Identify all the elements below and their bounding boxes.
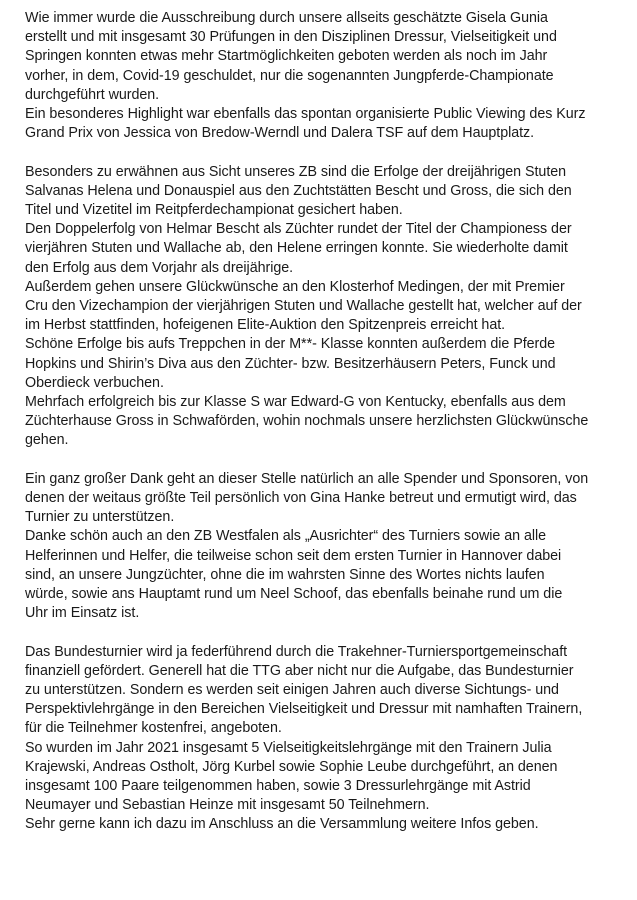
text-line: Cru den Vizechampion der vierjährigen Stuten und Wallache gestellt hat, welcher auf der [25, 298, 582, 315]
text-line: Ein ganz großer Dank geht an dieser Stelle natürlich an alle Spender und Sponsoren, von [25, 470, 589, 487]
text-line: finanziell gefördert. Generell hat die TTG aber nicht nur die Aufgabe, das Bundesturnier [25, 662, 574, 679]
paragraph-tournament-overview [25, 9, 625, 143]
text-line: Salvanas Helena und Donauspiel aus den Zuchtstätten Bescht und Gross, die sich den [25, 182, 572, 199]
text-line: Turnier zu unterstützen. [25, 509, 175, 526]
text-line: Das Bundesturnier wird ja federführend durch die Trakehner-Turniersportgemeinschaft [25, 643, 568, 660]
text-line: Außerdem gehen unsere Glückwünsche an den Klosterhof Medingen, der mit Premier [25, 278, 565, 295]
text-line: Krajewski, Andreas Ostholt, Jörg Kurbel sowie Sophie Leube durchgeführt, an denen [25, 758, 558, 775]
text-line: So wurden im Jahr 2021 insgesamt 5 Vielseitigkeitslehrgänge mit den Trainern Julia [25, 739, 552, 756]
text-line: zu unterstützen. Sondern es werden seit einigen Jahren auch diverse Sichtungs- und [25, 682, 559, 699]
text-line: für die Teilnehmer kostenfrei, angeboten. [25, 720, 282, 737]
text-line: gehen. [25, 432, 69, 449]
text-line: Sehr gerne kann ich dazu im Anschluss an die Versammlung weitere Infos geben. [25, 816, 539, 833]
document-page [25, 9, 625, 854]
text-line: vierjähren Stuten und Wallache ab, den Helene erringen konnte. Sie wiederholte damit [25, 240, 568, 257]
text-line: Schöne Erfolge bis aufs Treppchen in der M**- Klasse konnten außerdem die Pferde [25, 336, 556, 353]
paragraph-thanks-sponsors [25, 470, 625, 624]
text-line: Oberdieck verbuchen. [25, 374, 164, 391]
text-line: insgesamt 100 Paare teilgenommen haben, sowie 3 Dressurlehrgänge mit Astrid [25, 778, 531, 795]
text-line: Wie immer wurde die Ausschreibung durch unsere allseits geschätzte Gisela Gunia [25, 10, 548, 26]
text-line: Helferinnen und Helfer, die teilweise schon seit dem ersten Turnier in Hannover dabei [25, 547, 562, 564]
text-line: würde, sowie ans Hauptamt rund um Neel Schoof, das ebenfalls beinahe rund um die [25, 586, 563, 603]
text-line: Perspektivlehrgänge in den Bereichen Vielseitigkeit und Dressur mit namhaften Trainern, [25, 701, 583, 718]
text-line: Uhr im Einsatz ist. [25, 605, 140, 622]
text-line: erstellt und mit insgesamt 30 Prüfungen in den Disziplinen Dressur, Vielseitigkeit und [25, 29, 557, 46]
text-line: Danke schön auch an den ZB Westfalen als „Ausrichter“ des Turniers sowie an alle [25, 528, 547, 545]
text-line: Ein besonderes Highlight war ebenfalls das spontan organisierte Public Viewing des Kurz [25, 106, 586, 123]
text-line: Titel und Vizetitel im Reitpferdechampionat gesichert haben. [25, 202, 403, 219]
text-line: Mehrfach erfolgreich bis zur Klasse S war Edward-G von Kentucky, ebenfalls aus dem [25, 394, 566, 411]
text-line: sind, an unsere Jungzüchter, ohne die im wahrsten Sinne des Wortes nichts laufen [25, 566, 545, 583]
text-line: Springen konnten etwas mehr Startmöglichkeiten geboten werden als noch im Jahr [25, 48, 548, 65]
text-line: denen der weitaus größte Teil persönlich von Gina Hanke betreut und ermutigt wird, das [25, 490, 577, 507]
text-line: Besonders zu erwähnen aus Sicht unseres ZB sind die Erfolge der dreijährigen Stuten [25, 163, 567, 180]
text-line: durchgeführt wurden. [25, 86, 160, 103]
text-line: den Erfolg aus dem Vorjahr als dreijährige. [25, 259, 294, 276]
paragraph-ttg-funding [25, 643, 625, 835]
text-line: Züchterhause Gross in Schwaförden, wohin nochmals unsere herzlichsten Glückwünsche [25, 413, 589, 430]
text-line: Den Doppelerfolg von Helmar Bescht als Züchter rundet der Titel der Championess der [25, 221, 572, 238]
paragraph-breeding-successes [25, 163, 625, 451]
text-line: Hopkins und Shirin’s Diva aus den Züchter- bzw. Besitzerhäusern Peters, Funck und [25, 355, 556, 372]
text-line: Neumayer und Sebastian Heinze mit insgesamt 50 Teilnehmern. [25, 797, 430, 814]
text-line: im Herbst stattfinden, hofeigenen Elite-Auktion den Spitzenpreis erreicht hat. [25, 317, 506, 334]
text-line: Grand Prix von Jessica von Bredow-Werndl und Dalera TSF auf dem Hauptplatz. [25, 125, 535, 142]
text-line: vorher, in dem, Covid-19 geschuldet, nur die sogenannten Jungpferde-Championate [25, 67, 554, 84]
